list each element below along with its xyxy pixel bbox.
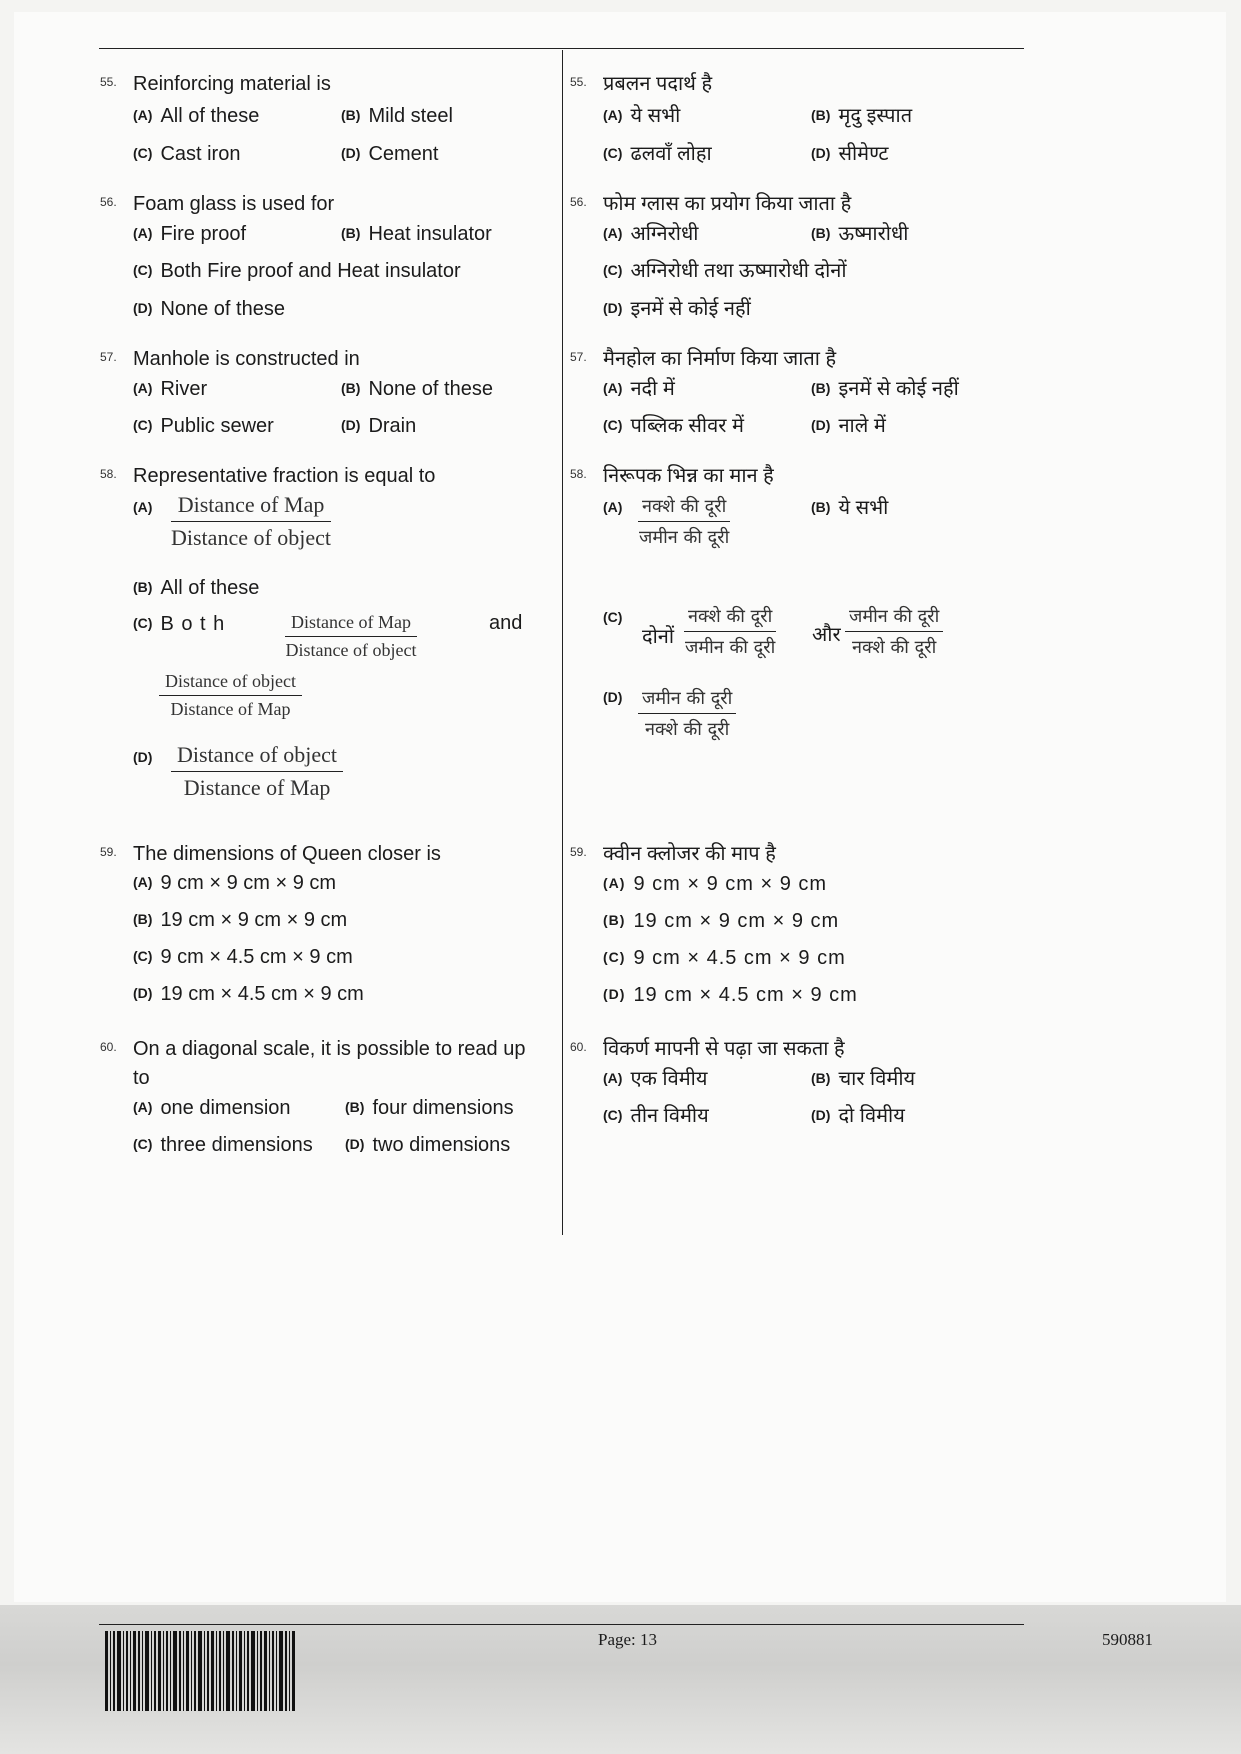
option-c-and: और: [812, 624, 841, 646]
option-d-fraction: Distance of object Distance of Map: [171, 742, 343, 801]
question-number: 60.: [570, 1040, 587, 1054]
question-stem: निरूपक भिन्न का मान है: [603, 465, 774, 487]
option-c: (C) three dimensions: [133, 1134, 313, 1156]
question-number: 55.: [100, 75, 117, 89]
option-a-label: (A): [133, 499, 153, 515]
question-stem: Manhole is constructed in: [133, 348, 360, 370]
question-number: 57.: [570, 350, 587, 364]
option-c-fraction-1: नक्शे की दूरी जमीन की दूरी: [684, 606, 776, 658]
question-stem: मैनहोल का निर्माण किया जाता है: [603, 348, 837, 370]
question-stem-cont: to: [133, 1067, 150, 1089]
option-a: (A) अग्निरोधी: [603, 223, 699, 245]
option-c-fraction-2: Distance of object Distance of Map: [159, 671, 302, 720]
option-d: (D) 19 cm × 4.5 cm × 9 cm: [133, 983, 364, 1005]
paper-code: 590881: [1102, 1630, 1153, 1649]
option-c-fraction-1: Distance of Map Distance of object: [285, 612, 417, 660]
question-stem: विकर्ण मापनी से पढ़ा जा सकता है: [603, 1038, 845, 1060]
option-b: (B) ऊष्मारोधी: [811, 223, 909, 245]
option-d: (D) Cement: [341, 143, 439, 165]
question-stem: On a diagonal scale, it is possible to read up: [133, 1038, 526, 1060]
option-d: (D) 19 cm × 4.5 cm × 9 cm: [603, 984, 858, 1006]
option-c-fraction-2: जमीन की दूरी नक्शे की दूरी: [845, 604, 943, 659]
page-number: Page: 13: [598, 1630, 658, 1649]
question-number: 58.: [100, 467, 117, 481]
option-b: (B) Heat insulator: [341, 223, 492, 245]
option-c: (C) अग्निरोधी तथा ऊष्मारोधी दोनों: [603, 260, 847, 282]
option-b: (B) मृदु इस्पात: [811, 105, 913, 127]
question-stem: प्रबलन पदार्थ है: [603, 73, 713, 95]
barcode-icon: [103, 1631, 298, 1711]
option-a: (A) River: [133, 378, 208, 400]
option-c: (C) तीन विमीय: [603, 1105, 709, 1127]
top-rule: [99, 48, 1024, 49]
option-a: (A) ये सभी: [603, 105, 681, 127]
option-a-fraction: नक्शे की दूरी जमीन की दूरी: [638, 496, 730, 548]
question-number: 59.: [100, 845, 117, 859]
question-number: 55.: [570, 75, 587, 89]
option-a: (A) 9 cm × 9 cm × 9 cm: [603, 873, 828, 895]
option-c-label: (C): [603, 609, 623, 625]
option-d: (D) None of these: [133, 298, 285, 320]
option-c-label: (C) B o t h: [133, 613, 226, 635]
option-b: (B) Mild steel: [341, 105, 453, 127]
column-divider: [562, 50, 563, 1235]
question-number: 58.: [570, 467, 587, 481]
option-a: (A) All of these: [133, 105, 260, 127]
option-d-label: (D): [603, 689, 623, 705]
question-number: 57.: [100, 350, 117, 364]
question-stem: Reinforcing material is: [133, 73, 331, 95]
option-b: (B) ये सभी: [811, 497, 889, 519]
option-c: (C) पब्लिक सीवर में: [603, 415, 744, 437]
option-d: (D) इनमें से कोई नहीं: [603, 298, 751, 320]
option-b: (B) 19 cm × 9 cm × 9 cm: [603, 910, 840, 932]
option-c: (C) Public sewer: [133, 415, 274, 437]
option-c: (C) 9 cm × 4.5 cm × 9 cm: [133, 946, 353, 968]
question-number: 59.: [570, 845, 587, 859]
question-stem: Foam glass is used for: [133, 193, 335, 215]
question-stem: Representative fraction is equal to: [133, 465, 436, 487]
option-c-and: and: [489, 612, 523, 634]
paper-sheet: [14, 12, 1226, 1602]
option-a-label: (A): [603, 499, 623, 515]
option-c: (C) Both Fire proof and Heat insulator: [133, 260, 461, 282]
option-a: (A) one dimension: [133, 1097, 291, 1119]
question-stem: फोम ग्लास का प्रयोग किया जाता है: [603, 193, 852, 215]
option-d: (D) सीमेण्ट: [811, 143, 889, 165]
option-d: (D) दो विमीय: [811, 1105, 905, 1127]
option-d: (D) नाले में: [811, 415, 886, 437]
option-d: (D) Drain: [341, 415, 417, 437]
option-b: (B) चार विमीय: [811, 1068, 916, 1090]
option-c: (C) 9 cm × 4.5 cm × 9 cm: [603, 947, 846, 969]
question-stem: The dimensions of Queen closer is: [133, 843, 441, 865]
option-a: (A) नदी में: [603, 378, 675, 400]
question-number: 56.: [100, 195, 117, 209]
question-number: 56.: [570, 195, 587, 209]
option-a: (A) Fire proof: [133, 223, 247, 245]
option-c: (C) ढलवाँ लोहा: [603, 143, 712, 165]
question-number: 60.: [100, 1040, 117, 1054]
option-d: (D) two dimensions: [345, 1134, 511, 1156]
option-b: (B) four dimensions: [345, 1097, 514, 1119]
option-a-fraction: Distance of Map Distance of object: [171, 492, 332, 550]
option-a: (A) एक विमीय: [603, 1068, 708, 1090]
option-d-fraction: जमीन की दूरी नक्शे की दूरी: [638, 686, 736, 741]
question-stem: क्वीन क्लोजर की माप है: [603, 843, 776, 865]
option-b: (B) इनमें से कोई नहीं: [811, 378, 959, 400]
option-b: (B) All of these: [133, 577, 260, 599]
option-b: (B) None of these: [341, 378, 493, 400]
option-c: (C) Cast iron: [133, 143, 241, 165]
option-d-label: (D): [133, 749, 153, 765]
footer-rule: [99, 1624, 1024, 1625]
option-c-both: दोनों: [642, 626, 675, 648]
option-a: (A) 9 cm × 9 cm × 9 cm: [133, 872, 337, 894]
option-b: (B) 19 cm × 9 cm × 9 cm: [133, 909, 348, 931]
